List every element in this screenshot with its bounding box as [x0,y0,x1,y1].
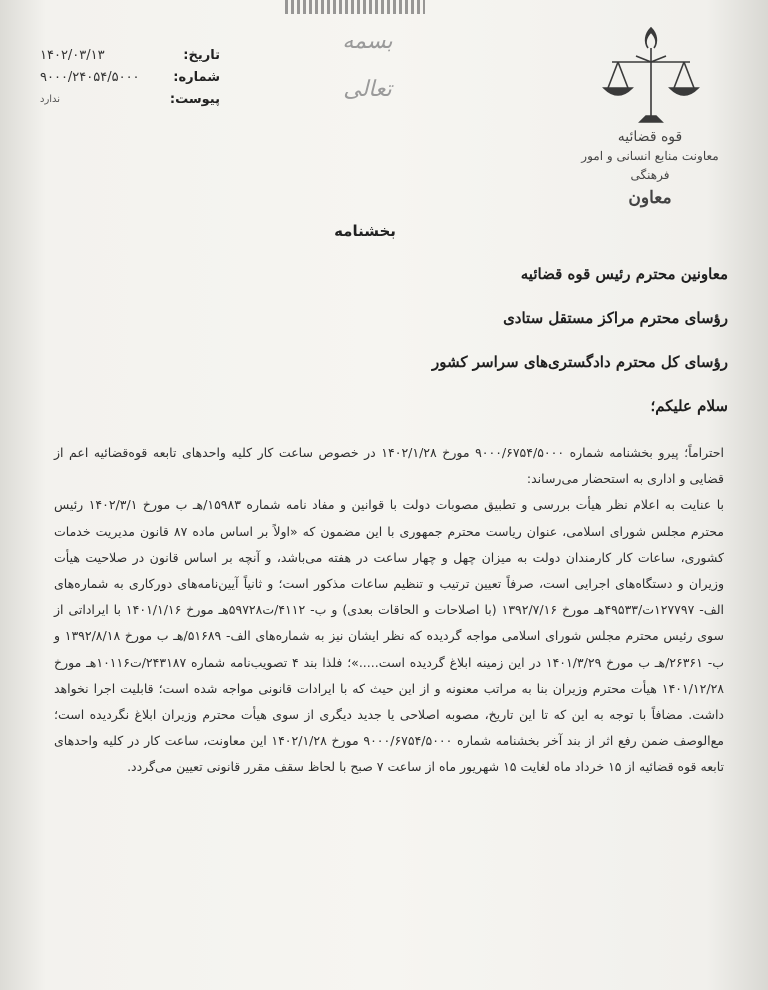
greeting: سلام علیکم؛ [650,397,728,415]
judiciary-emblem-icon [596,22,706,132]
org-signature: معاون [628,188,672,208]
number-value: ۹۰۰۰/۲۴۰۵۴/۵۰۰۰ [40,69,140,85]
org-deputy: معاونت منابع انسانی و امور فرهنگی [581,149,719,182]
addressee-list [208,252,728,428]
ink-smudge [285,0,425,14]
attachment-label: پیوست: [169,91,220,107]
body-paragraph: احتراماً؛ پیرو بخشنامه شماره ۹۰۰۰/۶۷۵۴/۵۰۰۰ مورخ ۱۴۰۲/۱/۲۸ در خصوص ساعت کار کلیه واحدهای تابعه قوه‌قضائیه اعم از قضایی و اداری به استحضار می‌رساند: [54,445,724,487]
addressee-line: معاونین محترم رئیس قوه قضائیه [520,265,728,283]
date-value: ۱۴۰۲/۰۳/۱۳ [40,47,105,63]
letter-meta [40,44,220,110]
date-row [40,44,220,66]
document-title: بخشنامه [334,222,396,240]
letter-body [54,440,724,781]
body-paragraph: با عنایت به اعلام نظر هیأت بررسی و تطبیق مصوبات دولت با قوانین و مفاد نامه شماره ۱۵۹۸۳/هـ ب مورخ ۱۴۰۲/۳/۱ رئیس محترم مجلس شورای اسلامی، عنوان ریاست محترم جمهوری با این مضمون که «اولاً بر اساس ماده ۸۷ قانون مدیریت خدمات کشوری، ساعات کار کارمندان دولت به میزان چهل و چهار ساعت در هفته می‌باشد، و آنچه بر اساس قانون در صلاحیت هیأت وزیران و دستگاه‌های اجرایی است، صرفاً تعیین ترتیب و تنظیم ساعات مذکور است؛ و ثانیاً آیین‌نامه‌های دورکاری به شماره‌های الف- ۱۲۷۷۹۷ت/۴۹۵۳۳هـ مورخ ۱۳۹۲/۷/۱۶ (با اصلاحات و الحاقات بعدی) و ب- ۴۱۱۲/ت۵۹۷۲۸هـ مورخ ۱۴۰۱/۱/۱۶ با ایراداتی از سوی رئیس محترم مجلس شورای اسلامی مواجه گردیده که نظر ایشان نیز به شماره‌های الف- ۵۱۶۸۹/هـ ب مورخ ۱۳۹۲/۸/۱۸ و ب- ۲۶۳۶۱/هـ ب مورخ ۱۴۰۱/۳/۲۹ در این زمینه ابلاغ گردیده است.....»؛ فلذا بند ۴ تصویب‌نامه شماره ۲۴۳۱۸۷/ت۱۰۱۱۶هـ مورخ ۱۴۰۱/۱۲/۲۸ هیأت محترم وزیران بنا به مراتب معنونه و از این حیث که با ایرادات قانونی مواجه شده است؛ قابلیت اجرا نخواهد داشت. مضافاً با توجه به این که تا این تاریخ، مصوبه اصلاحی یا جدید دیگری از سوی هیأت محترم وزیران ابلاغ نگردیده است؛ مع‌الوصف ضمن رفع اثر از بند آخر بخشنامه شماره ۹۰۰۰/۶۷۵۴/۵۰۰۰ مورخ ۱۴۰۲/۱/۲۸ این معاونت، ساعت کار در کلیه واحدهای تابعه قوه قضائیه از ۱۵ خرداد ماه لغایت ۱۵ شهریور ماه از ساعت ۷ صبح با لحاظ سقف مقرر قانونی تعیین می‌گردد. [54,497,724,775]
addressee-line: رؤسای محترم مراکز مستقل ستادی [503,309,728,327]
number-row [40,66,220,88]
org-name: قوه قضائیه [617,129,683,145]
date-label: تاریخ: [183,47,220,63]
attachment-value: ندارد [40,93,61,105]
attachment-row [40,88,220,110]
bismillah-calligraphy: بسمه تعالی [342,29,393,102]
addressee-line: رؤسای کل محترم دادگستری‌های سراسر کشور [432,353,728,371]
number-label: شماره: [173,69,220,85]
issuer-block [560,128,740,208]
